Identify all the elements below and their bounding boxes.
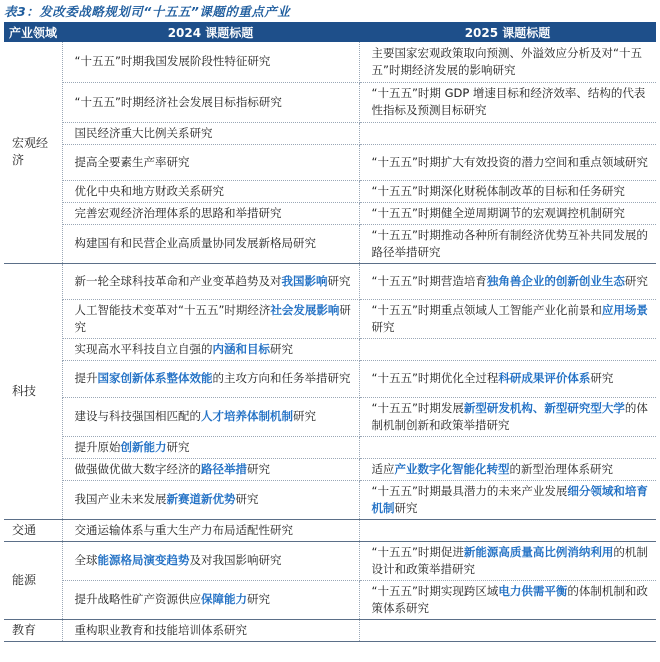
topic-text: 研究: [371, 319, 395, 334]
highlight-text: 保障能力: [201, 592, 247, 606]
sector-cell: 科技: [4, 263, 62, 519]
sector-cell: 交通: [4, 519, 62, 541]
topic-2024-cell: [62, 224, 359, 263]
topic-2024-cell: [62, 519, 359, 541]
topic-text: 研究: [624, 273, 648, 288]
table-row: [4, 338, 656, 360]
table-row: [4, 458, 656, 480]
topic-2025-cell: [359, 42, 656, 82]
topic-2025-cell: [359, 202, 656, 224]
topic-text: 主要国家宏观政策取向预测、外溢效应分析及对“十五五”时期经济发展的影响研究: [371, 45, 642, 77]
topic-2025-cell: [359, 338, 656, 360]
table-row: [4, 122, 656, 144]
topic-2025-cell: [359, 541, 656, 580]
topic-2024-cell: [62, 82, 359, 122]
topic-text: 重构职业教育和技能培训体系研究: [74, 622, 247, 637]
sector-cell: 能源: [4, 541, 62, 619]
topic-text: 研究: [327, 273, 351, 288]
topic-text: “十五五”时期经济社会发展目标指标研究: [74, 94, 282, 109]
topic-2025-cell: [359, 397, 656, 436]
topic-text: 完善宏观经济治理体系的思路和举措研究: [74, 205, 282, 220]
topic-text: “十五五”时期推动各种所有制经济优势互补共同发展的路径举措研究: [371, 227, 648, 259]
topic-text: “十五五”时期重点领域人工智能产业化前景和: [371, 302, 602, 317]
table-row: [4, 42, 656, 82]
topic-text: 研究: [247, 592, 270, 606]
topic-text: “十五五”时期扩大有效投资的潜力空间和重点领域研究: [371, 154, 648, 169]
topic-2024-cell: [62, 360, 359, 397]
highlight-text: 我国影响: [281, 273, 328, 288]
topic-text: 研究: [394, 500, 418, 515]
highlight-text: 电力供需平衡: [498, 583, 568, 598]
topic-2024-cell: [62, 436, 359, 458]
topic-text: 交通运输体系与重大生产力布局适配性研究: [74, 522, 293, 537]
topic-2025-cell: [359, 519, 656, 541]
topic-2025-cell: [359, 619, 656, 641]
topic-text: “十五五”时期健全逆周期调节的宏观调控机制研究: [371, 205, 625, 220]
highlight-text: 创新能力: [120, 439, 167, 454]
table-row: [4, 263, 656, 299]
topic-2024-cell: [62, 180, 359, 202]
topic-2025-cell: [359, 580, 656, 619]
table-row: [4, 224, 656, 263]
topic-2024-cell: [62, 458, 359, 480]
topic-2025-cell: [359, 360, 656, 397]
table-row: [4, 580, 656, 619]
topic-text: 研究: [270, 341, 293, 356]
topics-table: [4, 22, 656, 642]
topic-text: 的新型治理体系研究: [509, 461, 613, 476]
table-row: [4, 144, 656, 180]
highlight-text: 独角兽企业的创新创业生态: [486, 273, 625, 288]
topic-text: 的机制设计和政策举措研究: [371, 544, 648, 576]
table-row: [4, 360, 656, 397]
topic-2025-cell: [359, 122, 656, 144]
topic-text: 适应: [371, 461, 395, 476]
table-row: [4, 480, 656, 519]
topic-text: 提升: [74, 371, 98, 385]
sector-cell: 宏观经济: [4, 42, 62, 263]
highlight-text: 应用场景: [601, 302, 648, 317]
topic-text: 研究: [590, 371, 614, 385]
topic-text: “十五五”时期优化全过程: [371, 371, 499, 385]
table-row: [4, 619, 656, 641]
report-page: [4, 2, 656, 642]
topic-2024-cell: [62, 480, 359, 519]
topic-2024-cell: [62, 541, 359, 580]
highlight-text: 新型研发机构、新型研究型大学: [463, 400, 625, 415]
topic-2025-cell: [359, 144, 656, 180]
highlight-text: 产业数字化智能化转型: [394, 461, 510, 476]
topic-text: “十五五”时期发展: [371, 400, 464, 415]
topic-text: 人工智能技术变革对“十五五”时期经济: [74, 302, 271, 317]
highlight-text: 科研成果评价体系: [498, 371, 591, 385]
topic-text: “十五五”时期营造培育: [371, 273, 487, 288]
topic-2025-cell: [359, 436, 656, 458]
topic-text: 的主攻方向和任务举措研究: [212, 371, 351, 385]
topic-text: 研究: [74, 302, 351, 334]
topic-text: 研究: [235, 492, 259, 506]
header-2025: 2025 课题标题: [359, 22, 656, 42]
topic-2025-cell: [359, 224, 656, 263]
topic-2024-cell: [62, 299, 359, 338]
topic-2024-cell: [62, 619, 359, 641]
topic-text: 提高全要素生产率研究: [74, 154, 190, 169]
highlight-text: 新能源高质量高比例消纳利用: [463, 544, 614, 559]
topic-2024-cell: [62, 122, 359, 144]
topic-text: “十五五”时期深化财税体制改革的目标和任务研究: [371, 183, 625, 198]
topic-text: “十五五”时期促进: [371, 544, 464, 559]
topic-text: 实现高水平科技自立自强的: [74, 341, 213, 356]
highlight-text: 新赛道新优势: [166, 492, 236, 506]
topic-2025-cell: [359, 480, 656, 519]
topic-2024-cell: [62, 144, 359, 180]
topic-text: 提升原始: [74, 439, 121, 454]
table-caption: 表3：发改委战略规划司“十五五”课题的重点产业: [4, 4, 291, 19]
highlight-text: 社会发展影响: [270, 302, 340, 317]
topic-text: 提升战略性矿产资源供应: [74, 592, 201, 606]
table-row: [4, 436, 656, 458]
topic-text: “十五五”时期 GDP 增速目标和经济效率、结构的代表性指标及预测目标研究: [371, 86, 646, 117]
topic-text: “十五五”时期我国发展阶段性特征研究: [74, 54, 271, 69]
topic-2025-cell: [359, 263, 656, 299]
topic-text: 研究: [247, 461, 270, 476]
table-row: [4, 519, 656, 541]
topic-text: 优化中央和地方财政关系研究: [74, 183, 224, 198]
topic-text: 建设与科技强国相匹配的: [74, 409, 201, 423]
topic-text: 做强做优做大数字经济的: [74, 461, 201, 476]
topic-2024-cell: [62, 580, 359, 619]
topic-text: 我国产业未来发展: [74, 492, 167, 506]
highlight-text: 细分领域和培育机制: [371, 483, 648, 515]
topic-text: 全球: [74, 553, 98, 567]
topic-2024-cell: [62, 202, 359, 224]
topic-text: 及对我国影响研究: [189, 553, 282, 567]
table-row: [4, 202, 656, 224]
topic-2025-cell: [359, 458, 656, 480]
topic-text: 构建国有和民营企业高质量协同发展新格局研究: [74, 236, 316, 250]
topic-text: 研究: [166, 439, 190, 454]
topic-text: “十五五”时期最具潜力的未来产业发展: [371, 483, 568, 498]
topic-text: “十五五”时期实现跨区域: [371, 583, 499, 598]
table-header-row: [4, 22, 656, 42]
table-body: [4, 42, 656, 641]
topic-2024-cell: [62, 42, 359, 82]
table-row: [4, 299, 656, 338]
highlight-text: 能源格局演变趋势: [97, 553, 190, 567]
topic-2024-cell: [62, 263, 359, 299]
topic-text: 的体制机制和政策体系研究: [371, 583, 648, 615]
sector-cell: 教育: [4, 619, 62, 641]
table-row: [4, 397, 656, 436]
table-row: [4, 541, 656, 580]
topic-2024-cell: [62, 397, 359, 436]
topic-2025-cell: [359, 180, 656, 202]
highlight-text: 路径举措: [201, 461, 247, 476]
highlight-text: 内涵和目标: [212, 341, 270, 356]
topic-2024-cell: [62, 338, 359, 360]
topic-2025-cell: [359, 299, 656, 338]
header-sector: 产业领域: [4, 22, 62, 42]
table-row: [4, 180, 656, 202]
highlight-text: 人才培养体制机制: [201, 409, 293, 423]
topic-text: 研究: [293, 409, 316, 423]
header-2024: 2024 课题标题: [62, 22, 359, 42]
highlight-text: 国家创新体系整体效能: [97, 371, 213, 385]
topic-text: 的体制机制创新和政策举措研究: [371, 400, 648, 432]
topic-text: 国民经济重大比例关系研究: [74, 125, 213, 140]
topic-text: 新一轮全球科技革命和产业变革趋势及对: [74, 273, 282, 288]
table-row: [4, 82, 656, 122]
topic-2025-cell: [359, 82, 656, 122]
